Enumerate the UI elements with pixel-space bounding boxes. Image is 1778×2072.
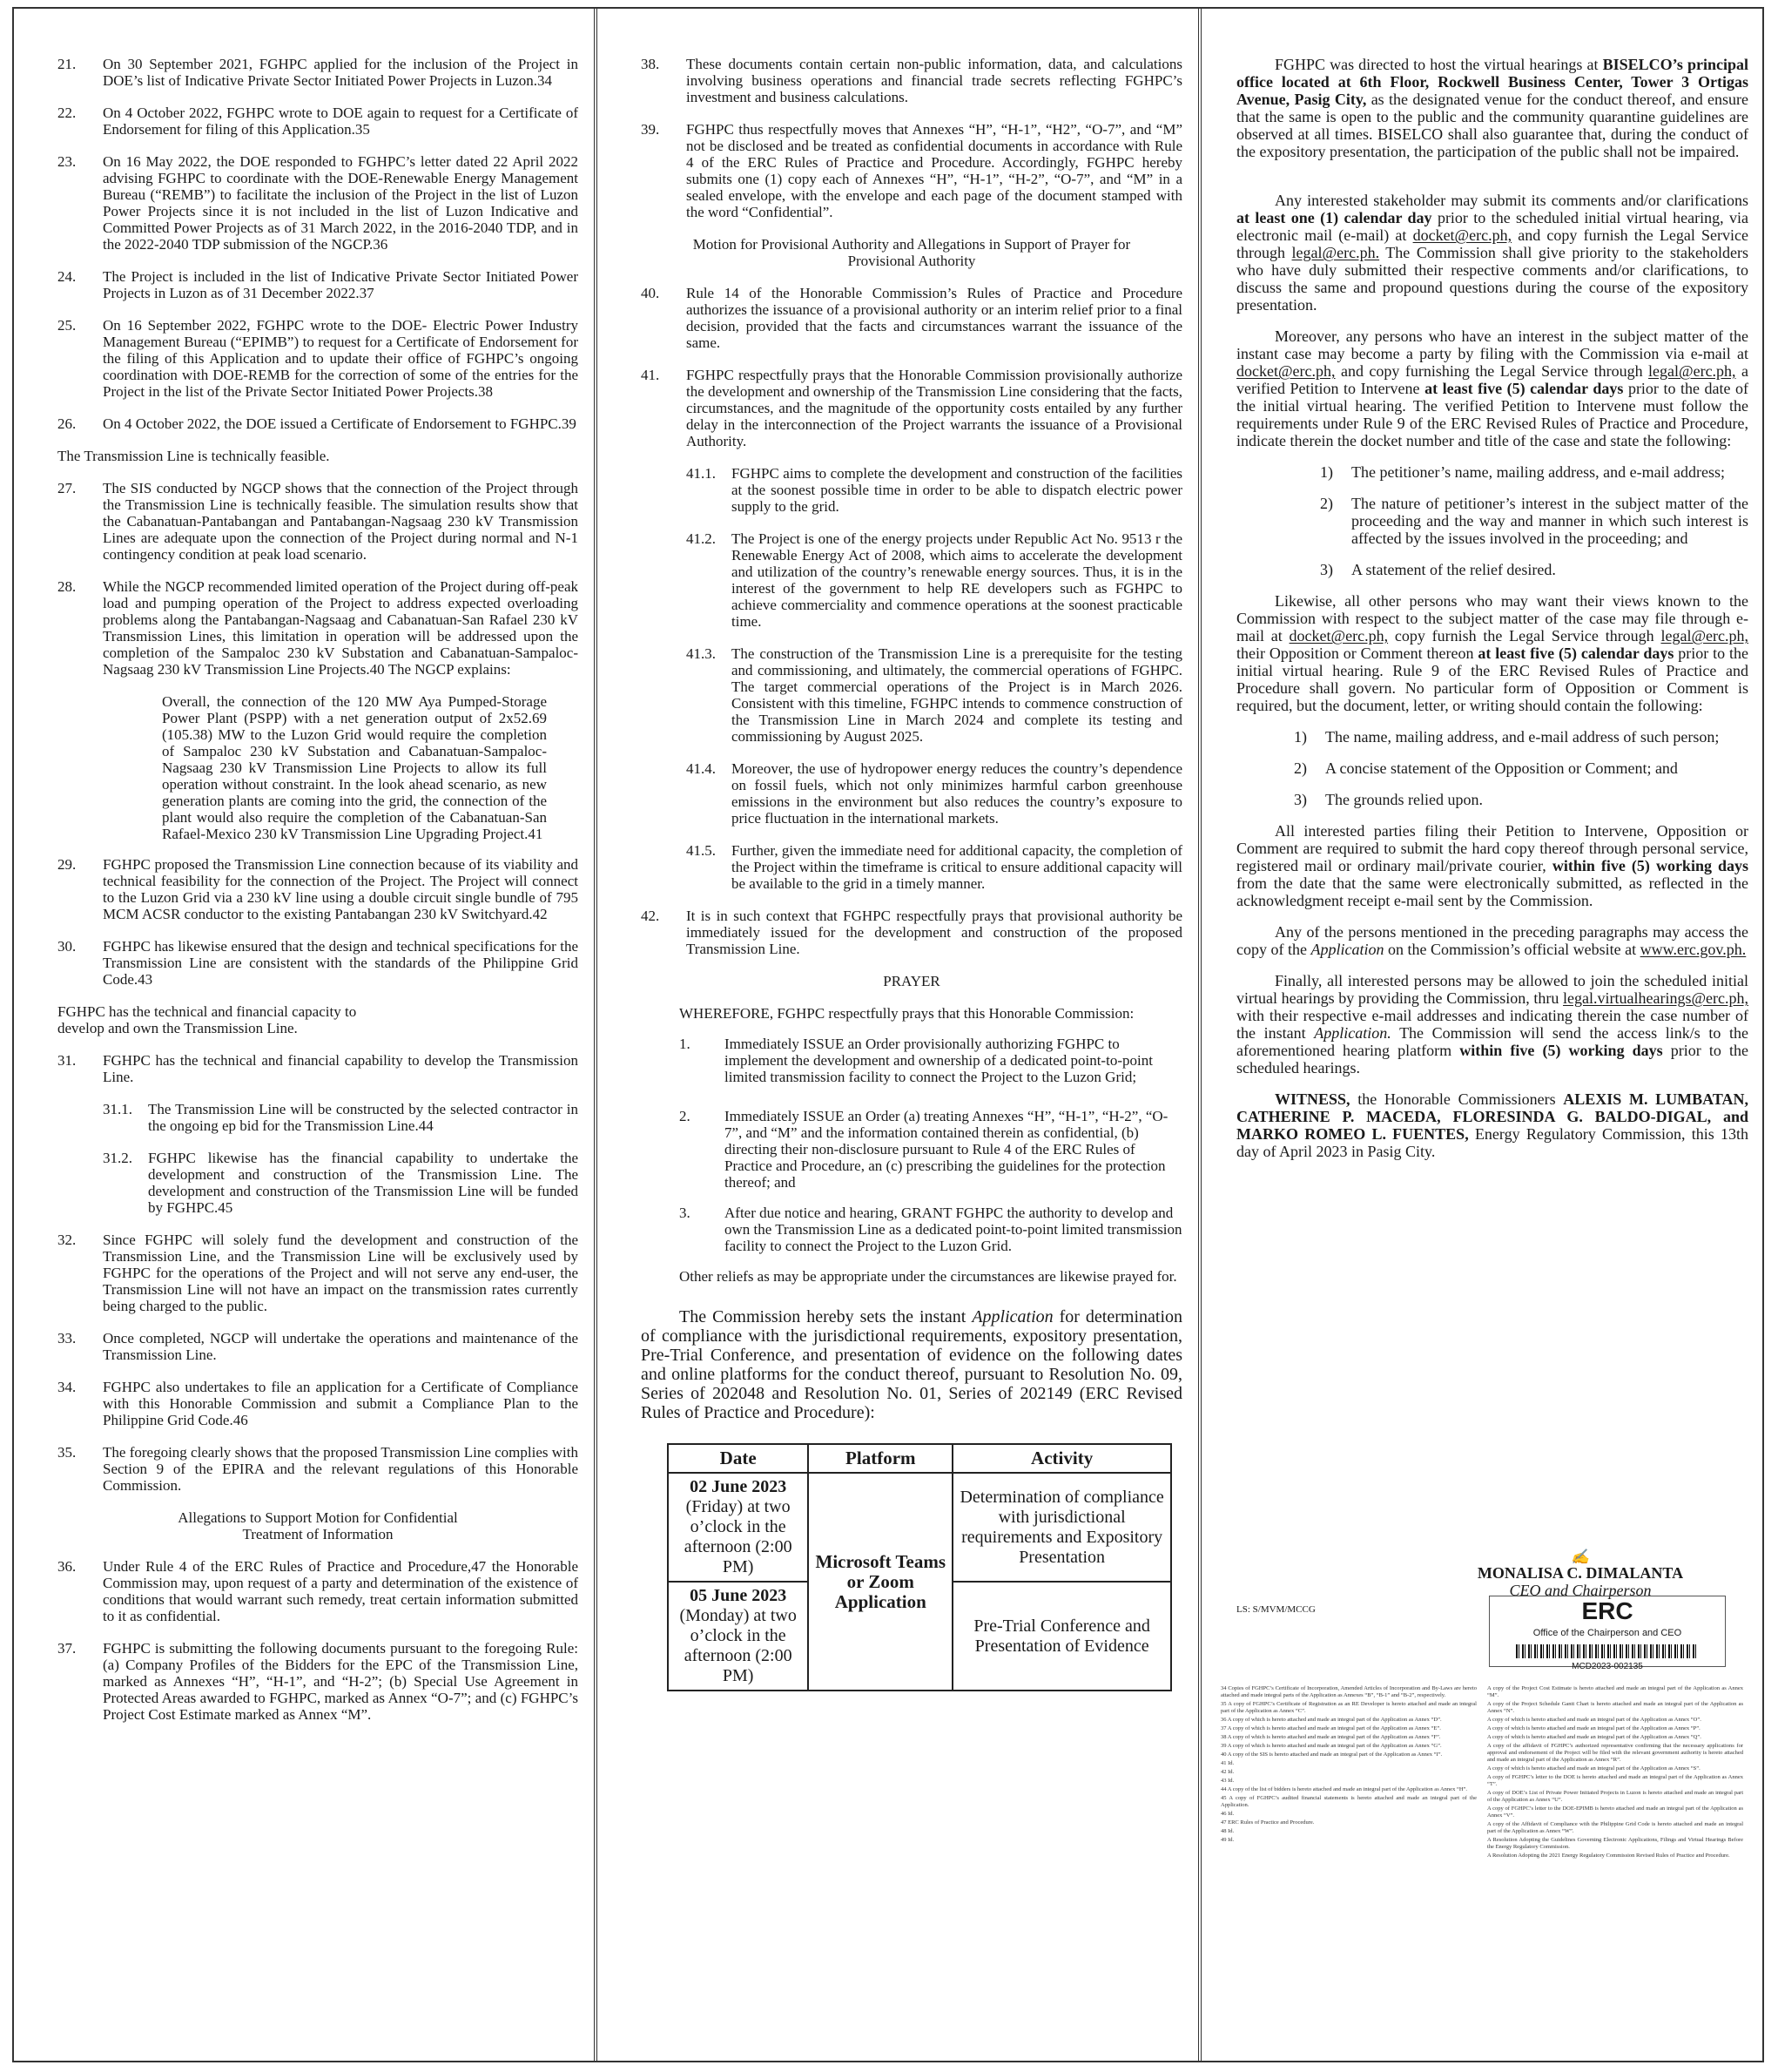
column-1 (14, 9, 597, 2061)
hard-copy-paragraph: All interested parties filing their Petition to Intervene, Opposition or Comment are required to submit the hard copy thereof through personal service, registered mail or ordinary mail/private courier, within five (5) working days from the date that the same were electronically submitted, as reflected in the acknowledgment receipt e-mail sent by the Commission. (1236, 822, 1749, 909)
table-cell-activity-1: Determination of compliance with jurisdictional requirements and Expository Presentation (953, 1473, 1171, 1582)
footnote: A Resolution Adopting the 2021 Energy Regulatory Commission Revised Rules of Practice and Procedure. (1487, 1853, 1730, 1859)
footnote: A copy of which is hereto attached and made an integral part of the Application as Annex “P”. (1487, 1725, 1701, 1731)
paragraph-41: 41. FGHPC respectfully prays that the Honorable Commission provisionally authorize the development and ownership of the Transmission Line considering that the facts, circumstances, and the magnitude of the opportunity costs entailed by any further delay in the interconnection of the Project warrants the issuance of a Provisional Authority. (641, 367, 1182, 449)
stamp-office: Office of the Chairperson and CEO (1532, 1628, 1682, 1638)
footnote: A copy of FGHPC’s letter to the DOE-EPIMB is hereto attached and made an integral part of the Application as Annex “V”. (1487, 1805, 1743, 1819)
docket-email-link[interactable]: docket@erc.ph, (1289, 627, 1389, 645)
paragraph-41-3: 41.3. The construction of the Transmission Line is a prerequisite for the testing and commissioning, and ultimately, the commercial operations of FGHPC. The target commercial operations of the Project is in March 2026. Consistent with this timeline, FGHPC intends to commence construction of the Transmission Line in March 2024 and complete its testing and commissioning by August 2025. (686, 645, 1182, 745)
footnote: 45 A copy of FGHPC’s audited financial statements is hereto attached and made an integral part of the Application. (1221, 1795, 1477, 1808)
footnote: 46 Id. (1221, 1811, 1235, 1817)
heading-confidential: Allegations to Support Motion for Confidential Treatment of Information (178, 1509, 458, 1542)
footnote: A copy of which is hereto attached and made an integral part of the Application as Annex “S”. (1487, 1765, 1701, 1772)
footnote: 43 Id. (1221, 1778, 1235, 1784)
footnotes (1221, 1685, 1743, 1861)
footnote: 42 Id. (1221, 1769, 1235, 1775)
legal-email-link[interactable]: legal@erc.ph, (1648, 362, 1736, 380)
commission-setting: The Commission hereby sets the instant Application for determination of compliance with the jurisdictional requirements, expository presentation, Pre-Trial Conference, and presentation of evidence on the following dates and online platforms for the conduct thereof, pursuant to Resolution No. 09, Series of 202048 and Resolution No. 01, Series of 202149 (ERC Revised Rules of Practice and Procedure): (641, 1307, 1183, 1422)
prayer-item-3: 3. After due notice and hearing, GRANT FGHPC the authority to develop and own the Transmission Line as a dedicated point-to-point limited transmission facility to connect the Project to the Luzon Grid. (679, 1205, 1182, 1254)
access-paragraph: Any of the persons mentioned in the preceding paragraphs may access the copy of the Application on the Commission’s official website at www.erc.gov.ph. (1236, 923, 1748, 958)
signatory-name: MONALISA C. DIMALANTA (1477, 1564, 1684, 1582)
paragraph-38: 38. These documents contain certain non-public information, data, and calculations involving business operations and financial trade secrets reflecting FGHPC’s investment and business calculations. (641, 56, 1182, 105)
paragraph-21: 21. On 30 September 2021, FGHPC applied for the inclusion of the Project in DOE’s list of Indicative Private Sector Initiated Power Projects in Luzon.34 (57, 56, 578, 89)
document-page (12, 7, 1764, 2062)
paragraph-31-1: 31.1. The Transmission Line will be constructed by the selected contractor in the ongoing ep bid for the Transmission Line.44 (103, 1101, 578, 1134)
prayer-item-2: 2. Immediately ISSUE an Order (a) treating Annexes “H”, “H-1”, “H-2”, “O-7”, and “M” and the information contained therein as confidential, (b) directing their non-disclosure pursuant to Rule 4 of the ERC Rules of Practice and Procedure, an (c) prescribing the guidelines for the protection thereof; and (679, 1108, 1168, 1191)
other-reliefs: Other reliefs as may be appropriate under the circumstances are likewise prayed for. (679, 1268, 1177, 1285)
footnote: A copy of which is hereto attached and made an integral part of the Application as Annex “O”. (1487, 1717, 1701, 1723)
footnote: A copy of the Project Cost Estimate is hereto attached and made an integral part of the Application as Annex “M”. (1487, 1685, 1743, 1698)
footnote: 44 A copy of the list of bidders is hereto attached and made an integral part of the Application as Annex “H”. (1221, 1786, 1468, 1792)
table-header-date: Date (668, 1444, 808, 1473)
stakeholder-paragraph: Any interested stakeholder may submit its comments and/or clarifications at least one (1) calendar day prior to the scheduled initial virtual hearing, via electronic mail (e-mail) at docket@erc.ph, and copy furnish the Legal Service through legal@erc.ph. The Commission shall give priority to the stakeholders who have duly submitted their respective comments and/or clarifications, to discuss the same and propound questions during the course of the expository presentation. (1236, 192, 1749, 314)
table-header-activity: Activity (953, 1444, 1171, 1473)
opposition-requirement-2: 2) A concise statement of the Opposition or Comment; and (1294, 759, 1678, 777)
footnote: 35 A copy of FGHPC’s Certificate of Registration as an RE Developer is hereto attached and made an integral part of the Application as Annex “C”. (1221, 1701, 1477, 1714)
paragraph-31-2: 31.2. FGHPC likewise has the financial capability to undertake the development and construction of the Transmission Line. The development and construction of the Transmission Line will be funded by FGHPC.45 (103, 1150, 578, 1216)
docket-email-link[interactable]: docket@erc.ph, (1412, 226, 1512, 244)
website-link[interactable]: www.erc.gov.ph. (1640, 941, 1747, 958)
table-cell-activity-2: Pre-Trial Conference and Presentation of Evidence (953, 1582, 1171, 1691)
barcode-icon (1516, 1644, 1699, 1658)
prayer-intro: WHEREFORE, FGHPC respectfully prays that this Honorable Commission: (679, 1005, 1135, 1022)
paragraph-35: 35. The foregoing clearly shows that the proposed Transmission Line complies with Section 9 of the EPIRA and the relevant regulations of this Honorable Commission. (57, 1444, 578, 1494)
footnotes-right (1487, 1685, 1743, 1861)
opposition-paragraph: Likewise, all other persons who may want their views known to the Commission with respect to the subject matter of the case may file through e-mail at docket@erc.ph, copy furnish the Legal Service through legal@erc.ph, their Opposition or Comment thereon at least five (5) calendar days prior to the initial virtual hearing. Rule 9 of the ERC Revised Rules of Practice and Procedure shall govern. No particular form of Opposition or Comment is required, but the document, letter, or writing should contain the following: (1236, 592, 1749, 714)
erc-received-stamp (1489, 1596, 1726, 1671)
paragraph-31: 31. FGHPC has the technical and financial capability to develop the Transmission Line. (57, 1052, 578, 1085)
footnote: 38 A copy of which is hereto attached and made an integral part of the Application as Annex “F”. (1221, 1734, 1441, 1740)
intervene-paragraph: Moreover, any persons who have an interest in the subject matter of the instant case may become a party by filing with the Commission via e-mail at docket@erc.ph, and copy furnishing the Legal Service through legal@erc.ph, a verified Petition to Intervene at least five (5) calendar days prior to the date of the initial virtual hearing. The verified Petition to Intervene must follow the requirements under Rule 9 of the ERC Revised Rules of Practice and Procedure, indicate therein the docket number and title of the case and state the following: (1236, 327, 1749, 449)
block-quote: Overall, the connection of the 120 MW Aya Pumped-Storage Power Plant (PSPP) with a net generation output of 2x52.69 (105.38) MW to the Luzon Grid would require the completion of Sampaloc 230 kV Substation and Cabanatuan-Sampaloc-Nagsaag 230 kV Transmission Line Projects to allow its full operation without constraint. In the look ahead scenario, as new generation plants are coming into the grid, the connection of the plant would also require the completion of the Cabanatuan-San Rafael-Mexico 230 kV Transmission Line Upgrading Project.41 (162, 693, 547, 842)
table-cell-date-1: 02 June 2023 (Friday) at two o’clock in the afternoon (2:00 PM) (668, 1473, 808, 1582)
signatory-title: CEO and Chairperson (1509, 1582, 1652, 1599)
footnote: A copy of the Affidavit of Compliance with the Philippine Grid Code is hereto attached and made an integral part of the Application as Annex “W”. (1487, 1821, 1743, 1834)
paragraph-36: 36. Under Rule 4 of the ERC Rules of Practice and Procedure,47 the Honorable Commission may, upon request of a party and determination of the existence of conditions that would warrant such remedy, treat certain information submitted to it as confidential. (57, 1558, 578, 1624)
paragraph-27: 27. The SIS conducted by NGCP shows that the connection of the Project through the Transmission Line is technically feasible. The simulation results show that the Cabanatuan-Pantabangan and Pantabangan-Nagsaag 230 kV Transmission Lines are adequate upon the connection of the Project during normal and N-1 contingency condition at peak load scenario. (57, 480, 578, 563)
paragraph-41-5: 41.5. Further, given the immediate need for additional capacity, the completion of the Project within the timeframe is critical to ensure additional capacity will be available to the grid in a timely manner. (686, 842, 1182, 892)
handwritten-signature-icon: ✍ (1571, 1549, 1590, 1566)
legal-email-link[interactable]: legal@erc.ph, (1660, 627, 1748, 645)
prayer-heading: PRAYER (883, 973, 940, 989)
paragraph-42: 42. It is in such context that FGHPC respectfully prays that provisional authority be immediately issued for the development and construction of the proposed Transmission Line. (641, 908, 1182, 957)
paragraph-22: 22. On 4 October 2022, FGHPC wrote to DOE again to request for a Certificate of Endorsement for filing of this Application.35 (57, 105, 578, 138)
table-cell-platform: Microsoft Teams or Zoom Application (808, 1473, 953, 1691)
footnote: 40 A copy of the SIS is hereto attached and made an integral part of the Application as Annex “I”. (1221, 1751, 1443, 1758)
hearing-schedule-table (667, 1443, 1172, 1691)
footnote: A Resolution Adopting the Guidelines Governing Electronic Applications, Filings and Virtual Hearings Before the Energy Regulatory Commission. (1487, 1837, 1743, 1850)
stamp-logo: ERC (1581, 1597, 1633, 1624)
footnote: 49 Id. (1221, 1837, 1235, 1843)
requirement-2: 2) The nature of petitioner’s interest in the subject matter of the proceeding and the way and manner in which such interest is affected by the issues involved in the proceeding; and (1320, 495, 1748, 547)
paragraph-34: 34. FGHPC also undertakes to file an application for a Certificate of Compliance with this Honorable Commission and submit a Compliance Plan to the Philippine Grid Code.46 (57, 1379, 578, 1428)
opposition-requirement-3: 3) The grounds relied upon. (1294, 791, 1483, 808)
paragraph-28: 28. While the NGCP recommended limited operation of the Project during off-peak load and pumping operation of the Project to address expected overloading problems along the Pantabangan-Nagsaag and Cabanatuan-San Rafael 230 kV Transmission Lines, this limitation in operation will be addressed upon the completion of the Sampaloc 230 kV Substation and Cabanatuan-Sampaloc-Nagsaag 230 kV Transmission Line Projects.40 The NGCP explains: (57, 578, 578, 678)
table-cell-date-2: 05 June 2023 (Monday) at two o’clock in the afternoon (2:00 PM) (668, 1582, 808, 1691)
section-lead-technical: The Transmission Line is technically feasible. (57, 448, 330, 464)
paragraph-26: 26. On 4 October 2022, the DOE issued a Certificate of Endorsement to FGHPC.39 (57, 415, 576, 432)
heading-provisional: Motion for Provisional Authority and Allegations in Support of Prayer for Provisional Authority (692, 236, 1131, 269)
legal-email-link[interactable]: legal@erc.ph. (1291, 244, 1380, 261)
paragraph-37: 37. FGHPC is submitting the following documents pursuant to the foregoing Rule: (a) Company Profiles of the Bidders for the EPC of the Transmission Line, marked as Annexes “H”, “H-1”, and “H-2”; (b) Special Use Agreement in Protected Areas awarded to FGHPC, marked as Annex “O-7”; and (c) FGHPC’s Project Cost Estimate marked as Annex “M”. (57, 1640, 578, 1723)
column-3 (1202, 9, 1764, 2061)
footnote: 41 Id. (1221, 1760, 1235, 1766)
footnote: A copy of the Project Schedule Gantt Chart is hereto attached and made an integral part of the Application as Annex “N”. (1487, 1701, 1743, 1714)
requirement-1: 1) The petitioner’s name, mailing address, and e-mail address; (1320, 463, 1726, 481)
footnote: 34 Copies of FGHPC’s Certificate of Incorporation, Amended Articles of Incorporation and By-Laws are hereto attached and made integral parts of the Application as Annexes “B”, “B-1” and “B-2”, respectively. (1221, 1685, 1477, 1698)
column-2 (597, 9, 1202, 2061)
footnote: A copy of DOE’s List of Private Power Initiated Projects in Luzon is hereto attached and made an integral part of the Application as Annex “U”. (1487, 1790, 1743, 1803)
witness-paragraph: WITNESS, the Honorable Commissioners ALEXIS M. LUMBATAN, CATHERINE P. MACEDA, FLORESINDA G. BALDO-DIGAL, and MARKO ROMEO L. FUENTES, Energy Regulatory Commission, this 13th day of April 2023 in Pasig City. (1236, 1090, 1749, 1160)
footnote: 48 Id. (1221, 1828, 1235, 1834)
prayer-item-1: 1. Immediately ISSUE an Order provisionally authorizing FGHPC to implement the development and ownership of a dedicated point-to-point limited transmission facility to connect the Project to the Luzon Grid; (679, 1036, 1153, 1085)
footnote: 39 A copy of which is hereto attached and made an integral part of the Application as Annex “G”. (1221, 1743, 1442, 1749)
hearing-venue-paragraph: FGHPC was directed to host the virtual hearings at BISELCO’s principal office located at 6th Floor, Rockwell Business Center, Tower 3 Ortigas Avenue, Pasig City, as the designated venue for the conduct thereof, and ensure that the same is open to the public and the community quarantine guidelines are observed at all times. BISELCO shall also guarantee that, during the conduct of the expository presentation, the participation of the public shall not be impaired. (1236, 56, 1749, 160)
paragraph-33: 33. Once completed, NGCP will undertake the operations and maintenance of the Transmission Line. (57, 1330, 578, 1363)
section-lead-financial: FGHPC has the technical and financial capacity to develop and own the Transmission Line. (57, 1003, 357, 1036)
footnote: 37 A copy of which is hereto attached and made an integral part of the Application as Annex “E”. (1221, 1725, 1441, 1731)
footnote: A copy of FGHPC’s letter to the DOE is hereto attached and made an integral part of the Application as Annex “T”. (1487, 1774, 1743, 1787)
paragraph-39: 39. FGHPC thus respectfully moves that Annexes “H”, “H-1”, “H2”, “O-7”, and “M” not be disclosed and be treated as confidential documents in accordance with Rule 4 of the ERC Rules of Practice and Procedure. Accordingly, FGHPC hereby submits one (1) copy each of Annexes “H”, “H-1”, “H-2”, “O-7”, and “M” in a sealed envelope, with the envelope and each page of the document stamped with the word “Confidential”. (641, 121, 1182, 220)
signature-block (1437, 1549, 1724, 1599)
paragraph-25: 25. On 16 September 2022, FGHPC wrote to the DOE- Electric Power Industry Management Bureau (“EPIMB”) to request for a Certificate of Endorsement for the filing of this Application and to update their office of FGHPC’s ongoing coordination with DOE-REMB for the correction of some of the entries for the Project in the list of the Private Sector Initiated Power Projects.38 (57, 317, 578, 400)
requirement-3: 3) A statement of the relief desired. (1320, 561, 1556, 578)
footnote: A copy of which is hereto attached and made an integral part of the Application as Annex “Q”. (1487, 1734, 1701, 1740)
footnote: 47 ERC Rules of Practice and Procedure. (1221, 1819, 1315, 1826)
join-hearing-paragraph: Finally, all interested persons may be allowed to join the scheduled initial virtual hearings by providing the Commission, thru legal.virtualhearings@erc.ph, with their respective e-mail addresses and indicating therein the case number of the instant Application. The Commission will send the access link/s to the aforementioned hearing platform within five (5) working days prior to the scheduled hearings. (1236, 972, 1749, 1076)
table-header-platform: Platform (808, 1444, 953, 1473)
footnote: 36 A copy of which is hereto attached and made an integral part of the Application as Annex “D”. (1221, 1717, 1442, 1723)
paragraph-23: 23. On 16 May 2022, the DOE responded to FGHPC’s letter dated 22 April 2022 advising FGHPC to coordinate with the DOE-Renewable Energy Management Bureau (“REMB”) to facilitate the inclusion of the Project in the list of Luzon Power Projects since it is not included in the list of Luzon Indicative and Committed Power Projects as of 31 March 2022, in the 2016-2040 TDP, and in the 2022-2040 TDP submission of the NGCP.36 (57, 153, 578, 253)
paragraph-32: 32. Since FGHPC will solely fund the development and construction of the Transmission Line, and the Transmission Line will be exclusively used by FGHPC for the operations of the Project and will not serve any end-user, the Transmission Line will not have an impact on the transmission rates currently being charged to the public. (57, 1232, 578, 1314)
footnote: A copy of the affidavit of FGHPC’s authorized representative confirming that the necessary applications for approval and endorsement of the Project will be filed with the relevant government authority is hereto attached and made an integral part of the Application as Annex “R”. (1487, 1743, 1743, 1763)
virtual-hearings-email-link[interactable]: legal.virtualhearings@erc.ph, (1563, 989, 1749, 1007)
stamp-code: MCD2023-002135 (1572, 1662, 1643, 1671)
paragraph-41-4: 41.4. Moreover, the use of hydropower energy reduces the country’s dependence on fossil fuels, which not only minimizes harmful carbon greenhouse emissions in the environment but also reduces the country’s exposure to price fluctuation in the international markets. (686, 760, 1182, 827)
paragraph-41-2: 41.2. The Project is one of the energy projects under Republic Act No. 9513 r the Renewable Energy Act of 2008, which aims to accelerate the development and utilization of the country’s renewable energy sources. Thus, it is in the interest of the government to help RE developers such as FGHPC to achieve commerciality and commence operations at the soonest practicable time. (686, 530, 1182, 630)
paragraph-30: 30. FGHPC has likewise ensured that the design and technical specifications for the Transmission Line are consistent with the standards of the Philippine Grid Code.43 (57, 938, 578, 988)
initials-line: LS: S/MVM/MCCG (1236, 1604, 1316, 1615)
footnotes-left (1221, 1685, 1477, 1861)
paragraph-24: 24. The Project is included in the list of Indicative Private Sector Initiated Power Projects in Luzon as of 31 December 2022.37 (57, 268, 578, 301)
paragraph-29: 29. FGHPC proposed the Transmission Line connection because of its viability and technical feasibility for the connection of the Project. The Project will connect to the Luzon Grid via a 230 kV line using a double circuit single bundle of 795 MCM ACSR conductor to the existing Pantabangan 230 kV Switchyard.42 (57, 856, 578, 922)
paragraph-40: 40. Rule 14 of the Honorable Commission’s Rules of Practice and Procedure authorizes the issuance of a provisional authority or an interim relief prior to a final decision, provided that the facts and circumstances warrant the issuance of the same. (641, 285, 1182, 351)
paragraph-41-1: 41.1. FGHPC aims to complete the development and construction of the facilities at the soonest possible time in order to be able to dispatch electric power supply to the grid. (686, 465, 1182, 515)
opposition-requirement-1: 1) The name, mailing address, and e-mail address of such person; (1294, 728, 1720, 746)
docket-email-link[interactable]: docket@erc.ph, (1236, 362, 1336, 380)
